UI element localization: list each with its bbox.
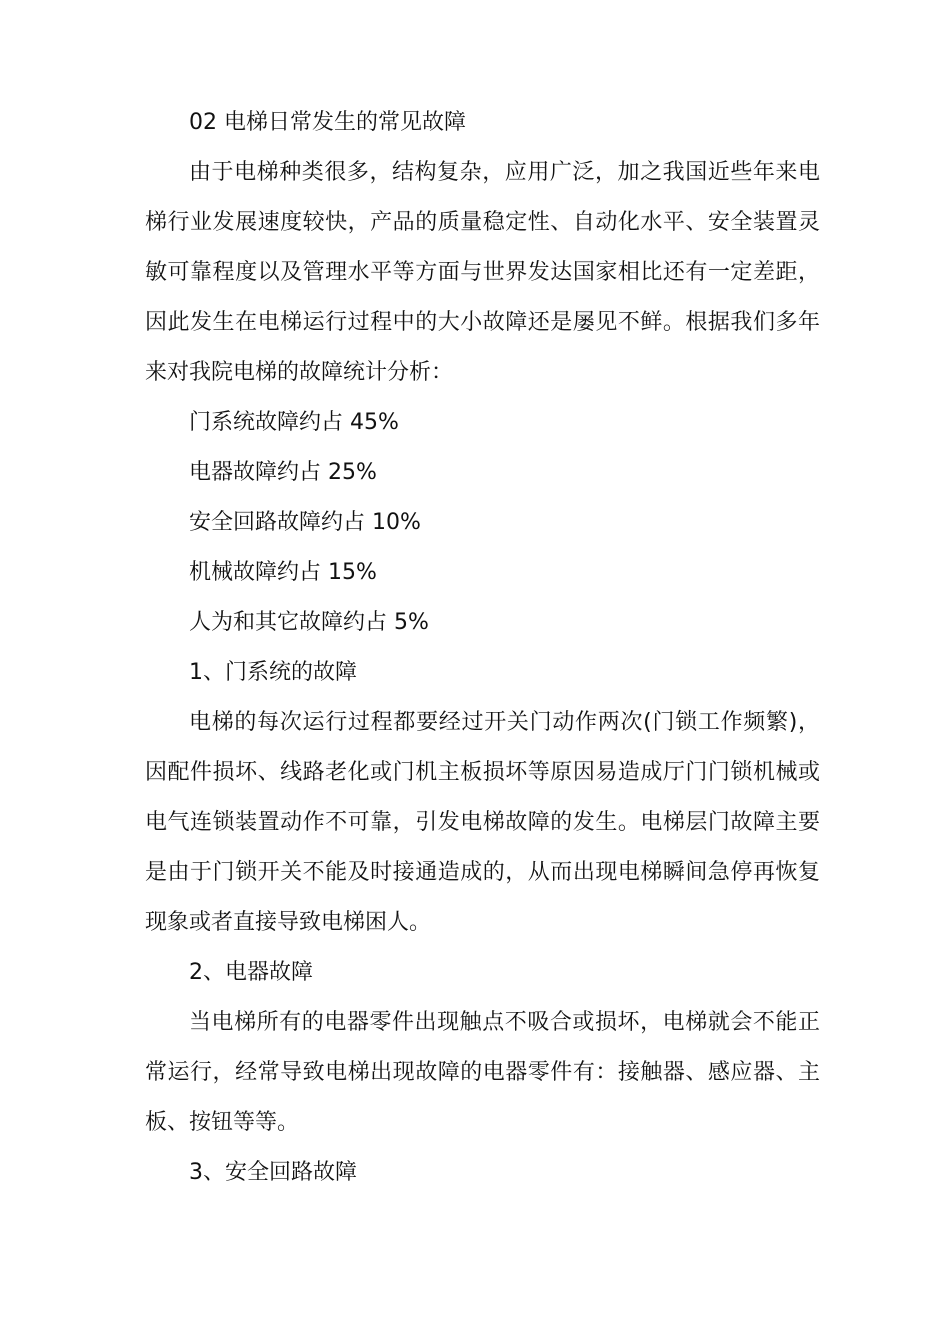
statistic-line: 门系统故障约占 45%	[189, 410, 399, 435]
body-paragraph: 当电梯所有的电器零件出现触点不吸合或损坏，电梯就会不能正常运行，经常导致电梯出现故障的电器零件有：接触器、感应器、主板、按钮等等。	[145, 1010, 820, 1135]
subsection-heading: 3、安全回路故障	[189, 1160, 357, 1185]
section-heading: 02 电梯日常发生的常见故障	[189, 110, 466, 135]
statistic-line: 人为和其它故障约占 5%	[189, 610, 429, 635]
statistic-line: 安全回路故障约占 10%	[189, 510, 421, 535]
subsection-heading: 1、门系统的故障	[189, 660, 357, 685]
document-body	[145, 98, 820, 1198]
statistic-line: 电器故障约占 25%	[189, 460, 377, 485]
subsection-heading: 2、电器故障	[189, 960, 313, 985]
body-paragraph: 电梯的每次运行过程都要经过开关门动作两次(门锁工作频繁)，因配件损坏、线路老化或门机主板损坏等原因易造成厅门门锁机械或电气连锁装置动作不可靠，引发电梯故障的发生。电梯层门故障主要是由于门锁开关不能及时接通造成的，从而出现电梯瞬间急停再恢复现象或者直接导致电梯困人。	[145, 710, 820, 935]
statistic-line: 机械故障约占 15%	[189, 560, 377, 585]
body-paragraph: 由于电梯种类很多，结构复杂，应用广泛，加之我国近些年来电梯行业发展速度较快，产品的质量稳定性、自动化水平、安全装置灵敏可靠程度以及管理水平等方面与世界发达国家相比还有一定差距，因此发生在电梯运行过程中的大小故障还是屡见不鲜。根据我们多年来对我院电梯的故障统计分析：	[145, 160, 820, 385]
